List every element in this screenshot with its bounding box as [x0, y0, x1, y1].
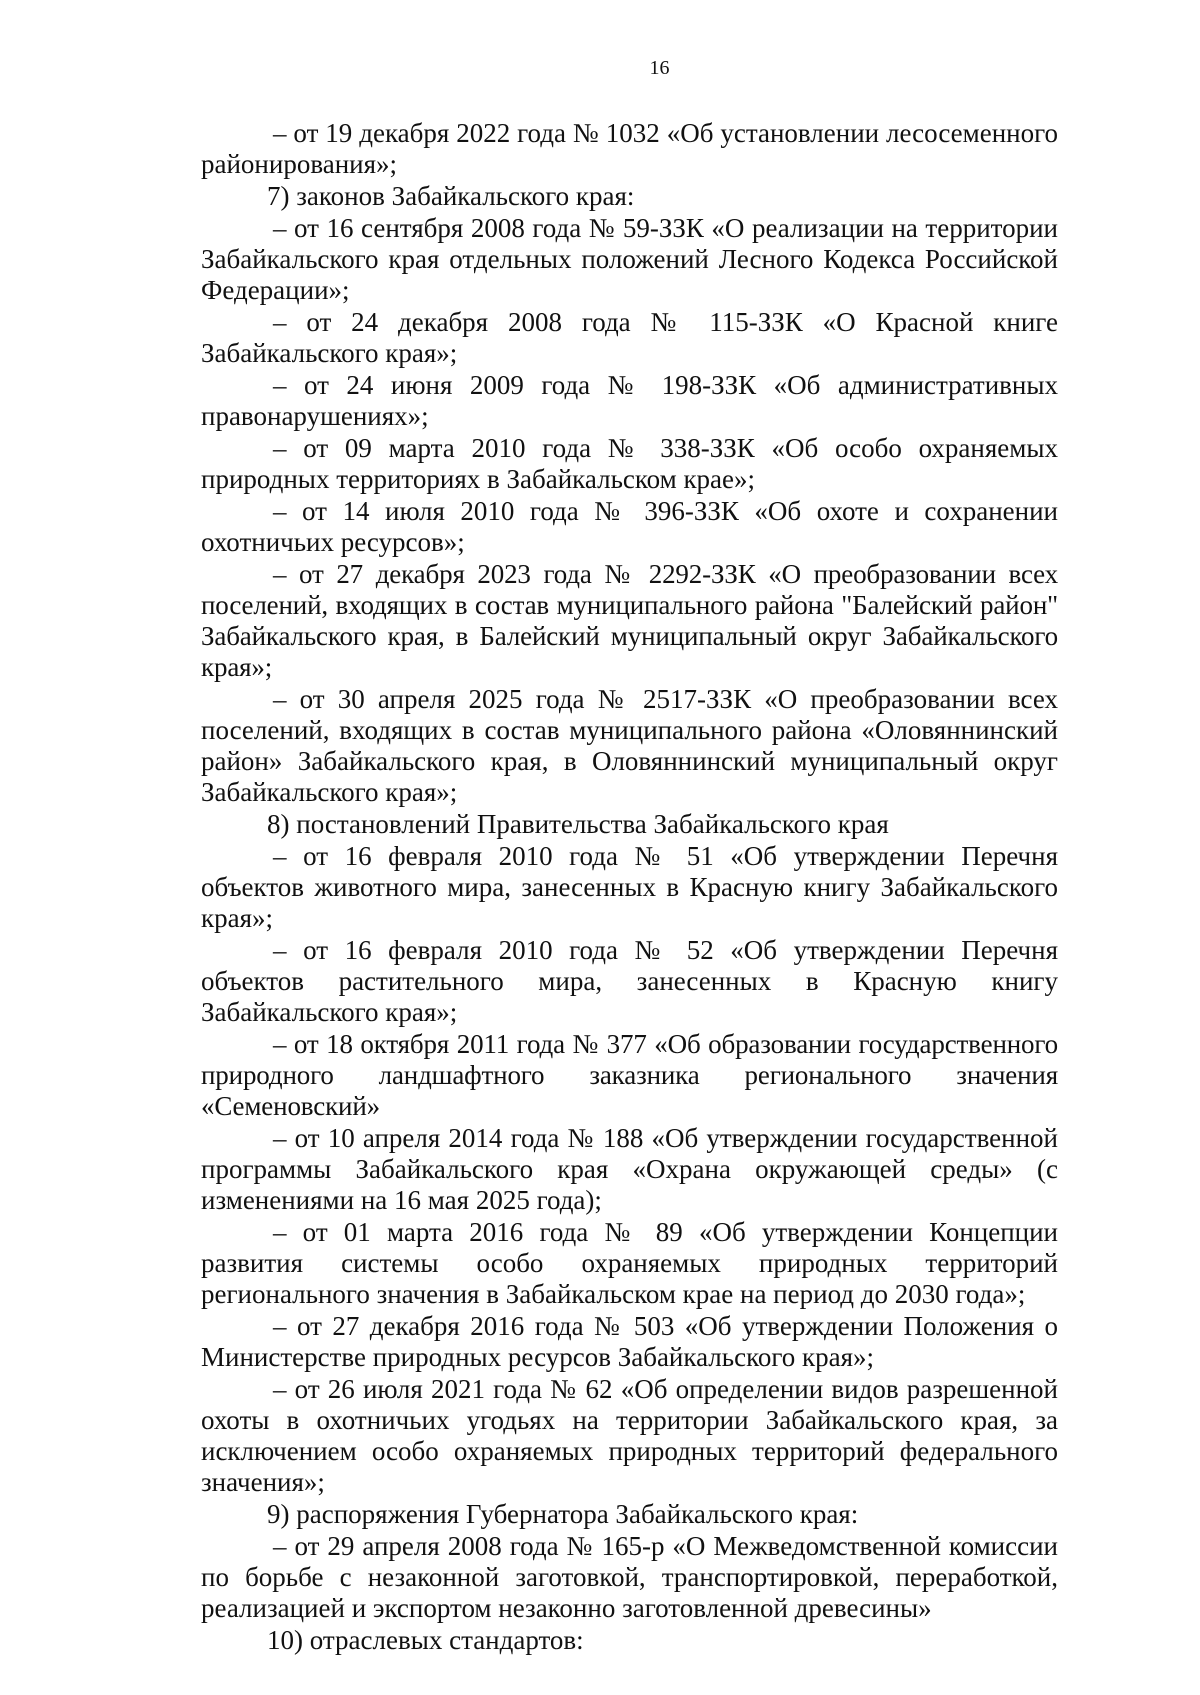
- list-item: – от 30 апреля 2025 года № 2517-ЗЗК «О преобразовании всех поселений, входящих в состав муниципального района «Оловяннинский район» Забайкальского края, в Оловяннинский муниципальный округ Забайкальского края»;: [201, 684, 1058, 807]
- list-item: – от 16 сентября 2008 года № 59-ЗЗК «О реализации на территории Забайкальского края отдельных положений Лесного Кодекса Российской Федерации»;: [201, 213, 1058, 305]
- list-item: – от 26 июля 2021 года № 62 «Об определении видов разрешенной охоты в охотничьих угодьях на территории Забайкальского края, за исключением особо охраняемых природных территорий федерального значения»;: [201, 1374, 1058, 1497]
- list-item: – от 14 июля 2010 года № 396-ЗЗК «Об охоте и сохранении охотничьих ресурсов»;: [201, 496, 1058, 557]
- document-body: [201, 118, 1058, 1656]
- list-item: – от 24 июня 2009 года № 198-ЗЗК «Об административных правонарушениях»;: [201, 370, 1058, 431]
- section-heading: 7) законов Забайкальского края:: [267, 181, 635, 211]
- list-item: – от 09 марта 2010 года № 338-ЗЗК «Об особо охраняемых природных территориях в Забайкальском крае»;: [201, 433, 1058, 494]
- list-item: – от 19 декабря 2022 года № 1032 «Об установлении лесосеменного районирования»;: [201, 118, 1058, 179]
- list-item: – от 27 декабря 2016 года № 503 «Об утверждении Положения о Министерстве природных ресурсов Забайкальского края»;: [201, 1311, 1058, 1372]
- page-number: 16: [649, 57, 670, 79]
- section-heading: 9) распоряжения Губернатора Забайкальского края:: [267, 1499, 859, 1529]
- list-item: – от 16 февраля 2010 года № 52 «Об утверждении Перечня объектов растительного мира, занесенных в Красную книгу Забайкальского края»;: [201, 935, 1058, 1027]
- list-item: – от 24 декабря 2008 года № 115-ЗЗК «О Красной книге Забайкальского края»;: [201, 307, 1058, 368]
- section-heading: 10) отраслевых стандартов:: [267, 1625, 584, 1655]
- list-item: – от 18 октября 2011 года № 377 «Об образовании государственного природного ландшафтного заказника регионального значения «Семеновский»: [201, 1029, 1058, 1121]
- list-item: – от 16 февраля 2010 года № 51 «Об утверждении Перечня объектов животного мира, занесенных в Красную книгу Забайкальского края»;: [201, 841, 1058, 933]
- list-item: – от 10 апреля 2014 года № 188 «Об утверждении государственной программы Забайкальского края «Охрана окружающей среды» (с изменениями на 16 мая 2025 года);: [201, 1123, 1058, 1215]
- list-item: – от 29 апреля 2008 года № 165-р «О Межведомственной комиссии по борьбе с незаконной заготовкой, транспортировкой, переработкой, реализацией и экспортом незаконно заготовленной древесины»: [201, 1531, 1058, 1623]
- list-item: – от 01 марта 2016 года № 89 «Об утверждении Концепции развития системы особо охраняемых природных территорий регионального значения в Забайкальском крае на период до 2030 года»;: [201, 1217, 1058, 1309]
- section-heading: 8) постановлений Правительства Забайкальского края: [267, 809, 889, 839]
- list-item: – от 27 декабря 2023 года № 2292-ЗЗК «О преобразовании всех поселений, входящих в состав муниципального района "Балейский район" Забайкальского края, в Балейский муниципальный округ Забайкальского края»;: [201, 559, 1058, 682]
